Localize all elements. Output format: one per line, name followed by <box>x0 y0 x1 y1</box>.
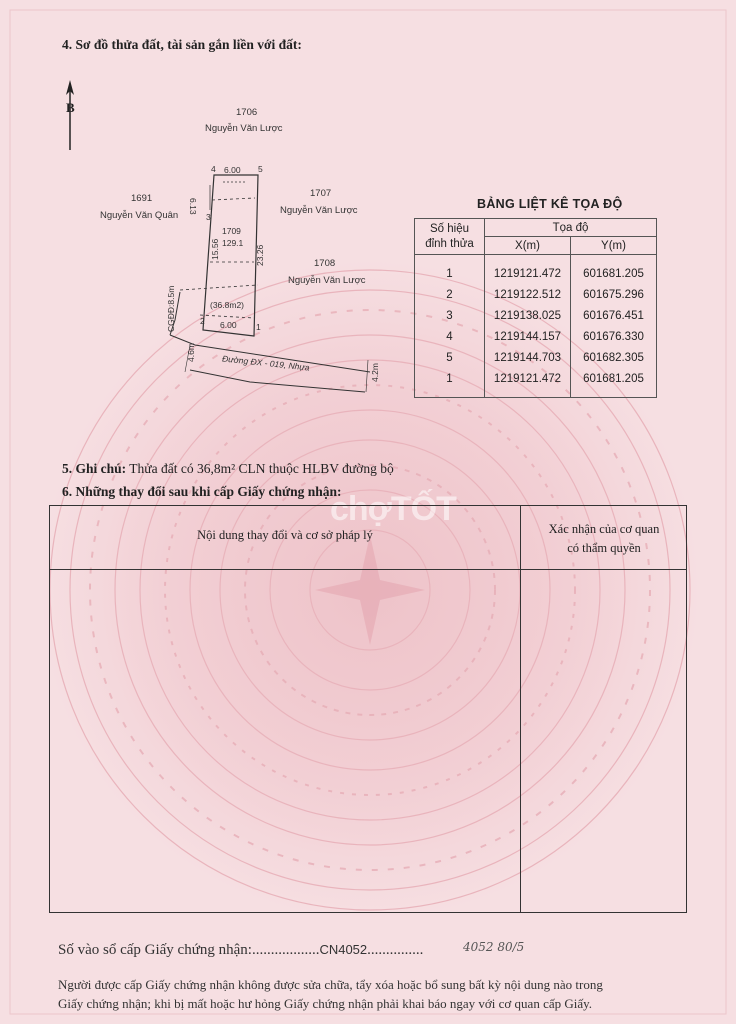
register-line: Số vào sổ cấp Giấy chứng nhận:..................CN4052............... <box>58 942 424 958</box>
table-row: 3 1219138.025 601676.451 <box>415 305 657 326</box>
neighbor-number: 1691 <box>131 193 153 204</box>
vertex-label: 2 <box>200 316 205 326</box>
section-5-note: 5. Ghi chú: Thửa đất có 36,8m² CLN thuộc HLBV đường bộ <box>62 461 394 476</box>
road-label: Đường ĐX - 019, Nhựa <box>221 353 311 373</box>
table-row: 4 1219144.157 601676.330 <box>415 326 657 347</box>
road-width-left: 4.6m <box>186 343 196 362</box>
header-coord: Tọa độ <box>485 219 657 237</box>
section-4-title: 4. Sơ đồ thửa đất, tài sản gắn liền với đất: <box>62 37 302 52</box>
neighbor-owner: Nguyễn Văn Quân <box>100 210 179 221</box>
changes-table <box>49 505 687 913</box>
dimension-left-upper: 6.13 <box>188 198 198 215</box>
dimension-right: 23.26 <box>255 244 265 266</box>
table-row: 2 1219122.512 601675.296 <box>415 284 657 305</box>
neighbor-owner: Nguyễn Văn Lược <box>205 123 283 134</box>
parcel-number: 1709 <box>222 226 241 236</box>
road-cgdd: CGĐĐ:8.5m <box>166 285 176 332</box>
dimension-left-lower: 15.56 <box>210 238 220 260</box>
vertex-label: 4 <box>211 164 216 174</box>
north-label: B <box>66 100 75 115</box>
header-point: Số hiệu đỉnh thửa <box>415 219 485 255</box>
changes-col-confirmation: Xác nhận của cơ quan có thẩm quyền <box>548 522 660 555</box>
header-x: X(m) <box>485 237 571 255</box>
coord-table <box>414 218 657 398</box>
neighbor-owner: Nguyễn Văn Lược <box>288 275 366 286</box>
road-width-right: 4.2m <box>370 363 380 382</box>
handwritten-note: 4052 80/5 <box>463 940 525 954</box>
dimension-top: 6.00 <box>224 165 241 175</box>
table-row: 1 1219121.472 601681.205 <box>415 255 657 285</box>
changes-col-content: Nội dung thay đổi và cơ sở pháp lý <box>197 528 373 542</box>
vertex-label: 5 <box>258 164 263 174</box>
neighbor-number: 1708 <box>314 258 336 269</box>
vertex-label: 3 <box>206 212 211 222</box>
dimension-bottom: 6.00 <box>220 320 237 330</box>
parcel-area: 129.1 <box>222 238 244 248</box>
header-y: Y(m) <box>571 237 657 255</box>
neighbor-number: 1707 <box>310 188 332 199</box>
vertex-label: 1 <box>256 322 261 332</box>
notice-line: Người được cấp Giấy chứng nhận không được sửa chữa, tẩy xóa hoặc bổ sung bất kỳ nội dung nào trong <box>58 977 603 992</box>
neighbor-owner: Nguyễn Văn Lược <box>280 205 358 216</box>
neighbor-number: 1706 <box>236 107 258 118</box>
table-row: 1 1219121.472 601681.205 <box>415 368 657 398</box>
section-6-title: 6. Những thay đổi sau khi cấp Giấy chứng nhận: <box>62 484 342 499</box>
table-row: 5 1219144.703 601682.305 <box>415 347 657 368</box>
watermark-logo: chợTỐT <box>330 490 456 528</box>
coord-table-title: BẢNG LIỆT KÊ TỌA ĐỘ <box>477 197 623 211</box>
notice-line: Giấy chứng nhận; khi bị mất hoặc hư hỏng Giấy chứng nhận phải khai báo ngay với cơ quan cấp Giấy. <box>58 996 593 1011</box>
corridor-area: (36.8m2) <box>210 300 245 310</box>
